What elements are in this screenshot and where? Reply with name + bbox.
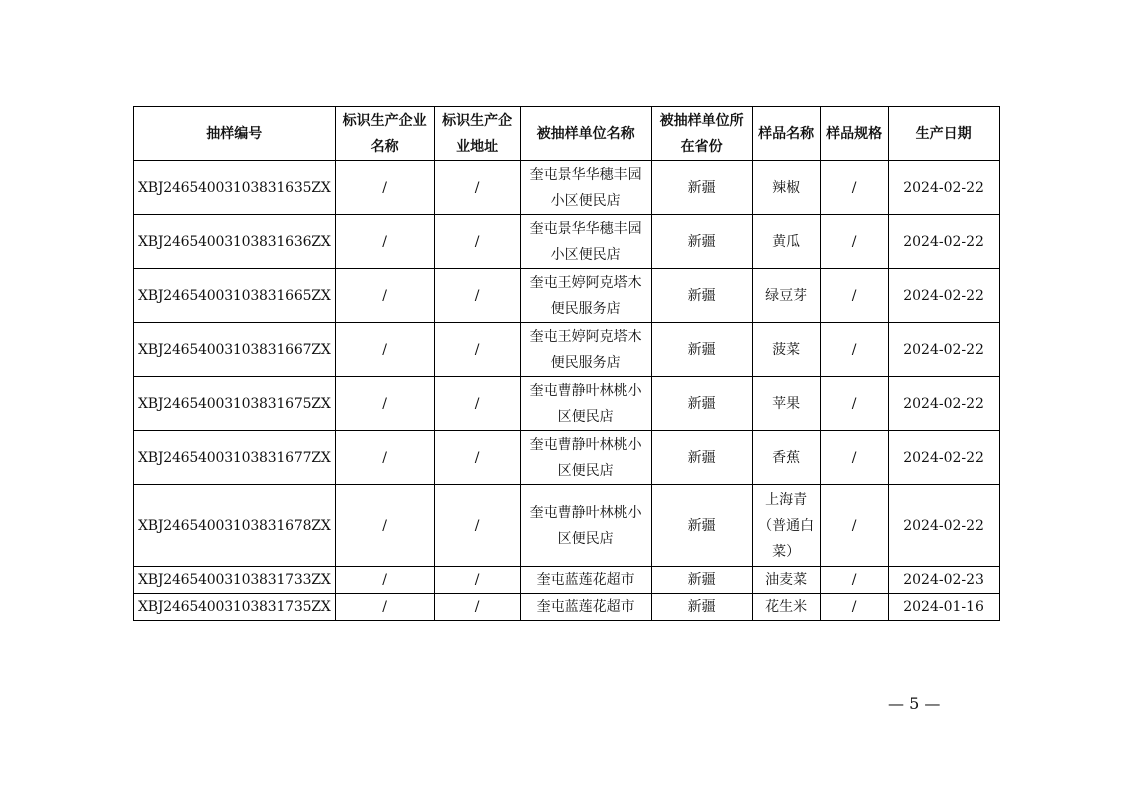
cell-sample-name: 香蕉 [752,431,820,485]
cell-production-date: 2024-02-22 [888,431,999,485]
cell-province: 新疆 [651,485,752,567]
cell-sample-spec: / [820,567,888,594]
cell-sample-spec: / [820,485,888,567]
cell-sample-name: 苹果 [752,377,820,431]
cell-province: 新疆 [651,377,752,431]
table-row [134,215,1000,269]
cell-production-date: 2024-02-22 [888,269,999,323]
cell-sample-spec: / [820,323,888,377]
cell-producer-address: / [434,594,520,621]
cell-production-date: 2024-02-22 [888,161,999,215]
cell-sample-code: XBJ24654003103831635ZX [134,161,336,215]
cell-sample-name: 油麦菜 [752,567,820,594]
cell-production-date: 2024-02-22 [888,215,999,269]
cell-province: 新疆 [651,215,752,269]
cell-sampled-unit: 奎屯曹静叶林桃小区便民店 [520,431,651,485]
cell-sample-code: XBJ24654003103831665ZX [134,269,336,323]
cell-sample-spec: / [820,215,888,269]
cell-producer-address: / [434,215,520,269]
cell-province: 新疆 [651,594,752,621]
header-province: 被抽样单位所在省份 [651,107,752,161]
cell-production-date: 2024-02-22 [888,377,999,431]
cell-producer-name: / [335,215,434,269]
table-row [134,485,1000,567]
cell-producer-address: / [434,431,520,485]
cell-production-date: 2024-02-22 [888,485,999,567]
cell-sample-code: XBJ24654003103831677ZX [134,431,336,485]
cell-sampled-unit: 奎屯蓝莲花超市 [520,594,651,621]
cell-sample-code: XBJ24654003103831733ZX [134,567,336,594]
cell-province: 新疆 [651,269,752,323]
cell-producer-name: / [335,567,434,594]
cell-producer-address: / [434,485,520,567]
header-sample-spec: 样品规格 [820,107,888,161]
cell-sample-code: XBJ24654003103831678ZX [134,485,336,567]
cell-sample-name: 辣椒 [752,161,820,215]
cell-producer-name: / [335,377,434,431]
cell-sampled-unit: 奎屯王婷阿克塔木便民服务店 [520,269,651,323]
table-row [134,431,1000,485]
cell-producer-name: / [335,323,434,377]
cell-sample-spec: / [820,431,888,485]
cell-sample-spec: / [820,161,888,215]
cell-sample-name: 花生米 [752,594,820,621]
table-row [134,269,1000,323]
cell-producer-address: / [434,161,520,215]
cell-province: 新疆 [651,161,752,215]
cell-sample-code: XBJ24654003103831735ZX [134,594,336,621]
cell-producer-address: / [434,567,520,594]
cell-sampled-unit: 奎屯景华华穗丰园小区便民店 [520,161,651,215]
table-row [134,323,1000,377]
cell-producer-name: / [335,269,434,323]
cell-sample-spec: / [820,594,888,621]
cell-sample-name: 黄瓜 [752,215,820,269]
cell-sample-name: 绿豆芽 [752,269,820,323]
table-header-row [134,107,1000,161]
cell-production-date: 2024-02-23 [888,567,999,594]
cell-producer-address: / [434,269,520,323]
cell-province: 新疆 [651,431,752,485]
cell-sample-spec: / [820,377,888,431]
cell-sampled-unit: 奎屯曹静叶林桃小区便民店 [520,485,651,567]
cell-sample-code: XBJ24654003103831636ZX [134,215,336,269]
cell-producer-name: / [335,594,434,621]
cell-province: 新疆 [651,323,752,377]
cell-producer-name: / [335,431,434,485]
cell-producer-address: / [434,323,520,377]
cell-sampled-unit: 奎屯王婷阿克塔木便民服务店 [520,323,651,377]
header-producer-address: 标识生产企业地址 [434,107,520,161]
cell-sample-spec: / [820,269,888,323]
cell-producer-address: / [434,377,520,431]
cell-producer-name: / [335,485,434,567]
header-production-date: 生产日期 [888,107,999,161]
cell-sample-name: 菠菜 [752,323,820,377]
cell-sample-code: XBJ24654003103831675ZX [134,377,336,431]
cell-sampled-unit: 奎屯景华华穗丰园小区便民店 [520,215,651,269]
header-sampled-unit: 被抽样单位名称 [520,107,651,161]
table-row [134,377,1000,431]
cell-production-date: 2024-02-22 [888,323,999,377]
cell-province: 新疆 [651,567,752,594]
header-producer-name: 标识生产企业名称 [335,107,434,161]
cell-sampled-unit: 奎屯曹静叶林桃小区便民店 [520,377,651,431]
table-row [134,161,1000,215]
header-sample-name: 样品名称 [752,107,820,161]
cell-sample-code: XBJ24654003103831667ZX [134,323,336,377]
table-row [134,567,1000,594]
cell-production-date: 2024-01-16 [888,594,999,621]
sampling-results-table [133,106,1000,621]
header-sample-code: 抽样编号 [134,107,336,161]
page-number: — 5 — [888,694,941,713]
table-row [134,594,1000,621]
cell-sample-name: 上海青（普通白菜） [752,485,820,567]
cell-sampled-unit: 奎屯蓝莲花超市 [520,567,651,594]
cell-producer-name: / [335,161,434,215]
